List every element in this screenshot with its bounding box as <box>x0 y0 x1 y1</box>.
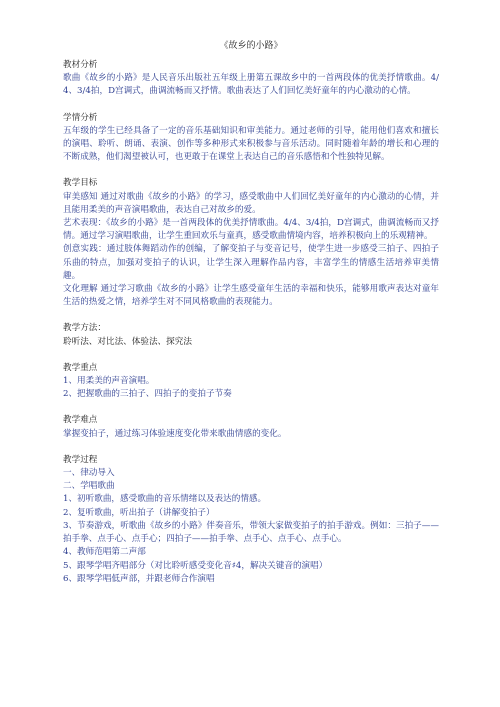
key-point-item: 1、用柔美的声音演唱。 <box>63 376 155 387</box>
process-item: 一、律动导入 <box>63 468 115 479</box>
process-item: 4、教师范唱第二声部 <box>63 547 146 558</box>
section-heading: 教材分析 <box>63 60 98 70</box>
goal-item: 创意实践：通过肢体舞蹈动作的创编，了解变拍子与变音记号，使学生进一步感受三拍子、四拍子乐曲的特点，加强对变拍子的认识，让学生深入理解作品内容，丰富学生的情感生活培养审美情趣。 <box>63 244 439 281</box>
goal-item: 文化理解 通过学习歌曲《故乡的小路》让学生感受童年生活的幸福和快乐，能够用歌声表达对童年生活的热爱之情，培养学生对不同风格歌曲的表现能力。 <box>63 284 439 308</box>
section-paragraph: 聆听法、对比法、体验法、探究法 <box>63 336 192 347</box>
section-heading: 教学难点 <box>63 415 98 426</box>
document-title: 《故乡的小路》 <box>219 41 283 51</box>
process-item: 6、跟琴学唱低声部，并跟老师合作演唱 <box>63 573 215 584</box>
section-heading: 教学方法： <box>63 323 106 334</box>
process-item: 2、复听歌曲，听出拍子（讲解变拍子） <box>63 507 215 518</box>
key-point-item: 2、把握歌曲的三拍子、四拍子的变拍子节奏 <box>63 389 232 400</box>
process-item: 3、节奏游戏，听歌曲《故乡的小路》伴奏音乐，带领大家做变拍子的拍手游戏。例如：三拍子——拍手拳、点手心、点手心；四拍子——拍手拳、点手心、点手心、点手心。 <box>63 520 439 545</box>
section-material-analysis <box>63 59 439 99</box>
section-teaching-goals <box>63 177 439 309</box>
goal-item: 艺术表现：《故乡的小路》是一首两段体的优美抒情歌曲。4/4、3/4拍，D宫调式，曲调流畅而又抒情。通过学习演唱歌曲，让学生重回欢乐与童真，感受歌曲情境内容，培养积极向上的乐观精神。 <box>63 218 439 242</box>
section-student-analysis <box>63 112 439 165</box>
section-paragraph: 歌曲《故乡的小路》是人民音乐出版社五年级上册第五课故乡中的一首两段体的优美抒情歌曲。4/4、3/4拍，D宫调式，曲调流畅而又抒情。歌曲表达了人们回忆美好童年的内心激动的心情。 <box>63 73 439 97</box>
section-heading: 教学过程 <box>63 454 98 465</box>
document-page <box>63 40 439 599</box>
section-teaching-process <box>63 454 439 586</box>
section-paragraph: 五年级的学生已经具备了一定的音乐基础知识和审美能力。通过老师的引导，能用他们喜欢和擅长的演唱、聆听、朗诵、表演、创作等多种形式来积极参与音乐活动。同时随着年龄的增长和心理的不断成熟，他们渴望被认可，也更敢于在课堂上表达自己的音乐感悟和个性独特见解。 <box>63 125 439 163</box>
section-paragraph: 掌握变拍子，通过练习体验速度变化带来歌曲情感的变化。 <box>63 428 287 439</box>
section-heading: 教学目标 <box>63 178 98 189</box>
section-difficulties <box>63 414 439 440</box>
process-item: 1、初听歌曲，感受歌曲的音乐情绪以及表达的情感。 <box>63 494 267 505</box>
section-heading: 教学重点 <box>63 362 98 373</box>
section-heading: 学情分析 <box>63 112 98 123</box>
goal-item: 审美感知 通过对歌曲《故乡的小路》的学习，感受歌曲中人们回忆美好童年的内心激动的心情，并且能用柔美的声音演唱歌曲，表达自己对故乡的爱。 <box>63 191 439 215</box>
section-teaching-methods <box>63 322 439 348</box>
process-item: 5、跟琴学唱齐唱部分（对比聆听感受变化音♯4，解决关键音的演唱） <box>63 560 328 571</box>
process-item: 二、学唱歌曲 <box>63 481 115 492</box>
section-key-points <box>63 362 439 402</box>
